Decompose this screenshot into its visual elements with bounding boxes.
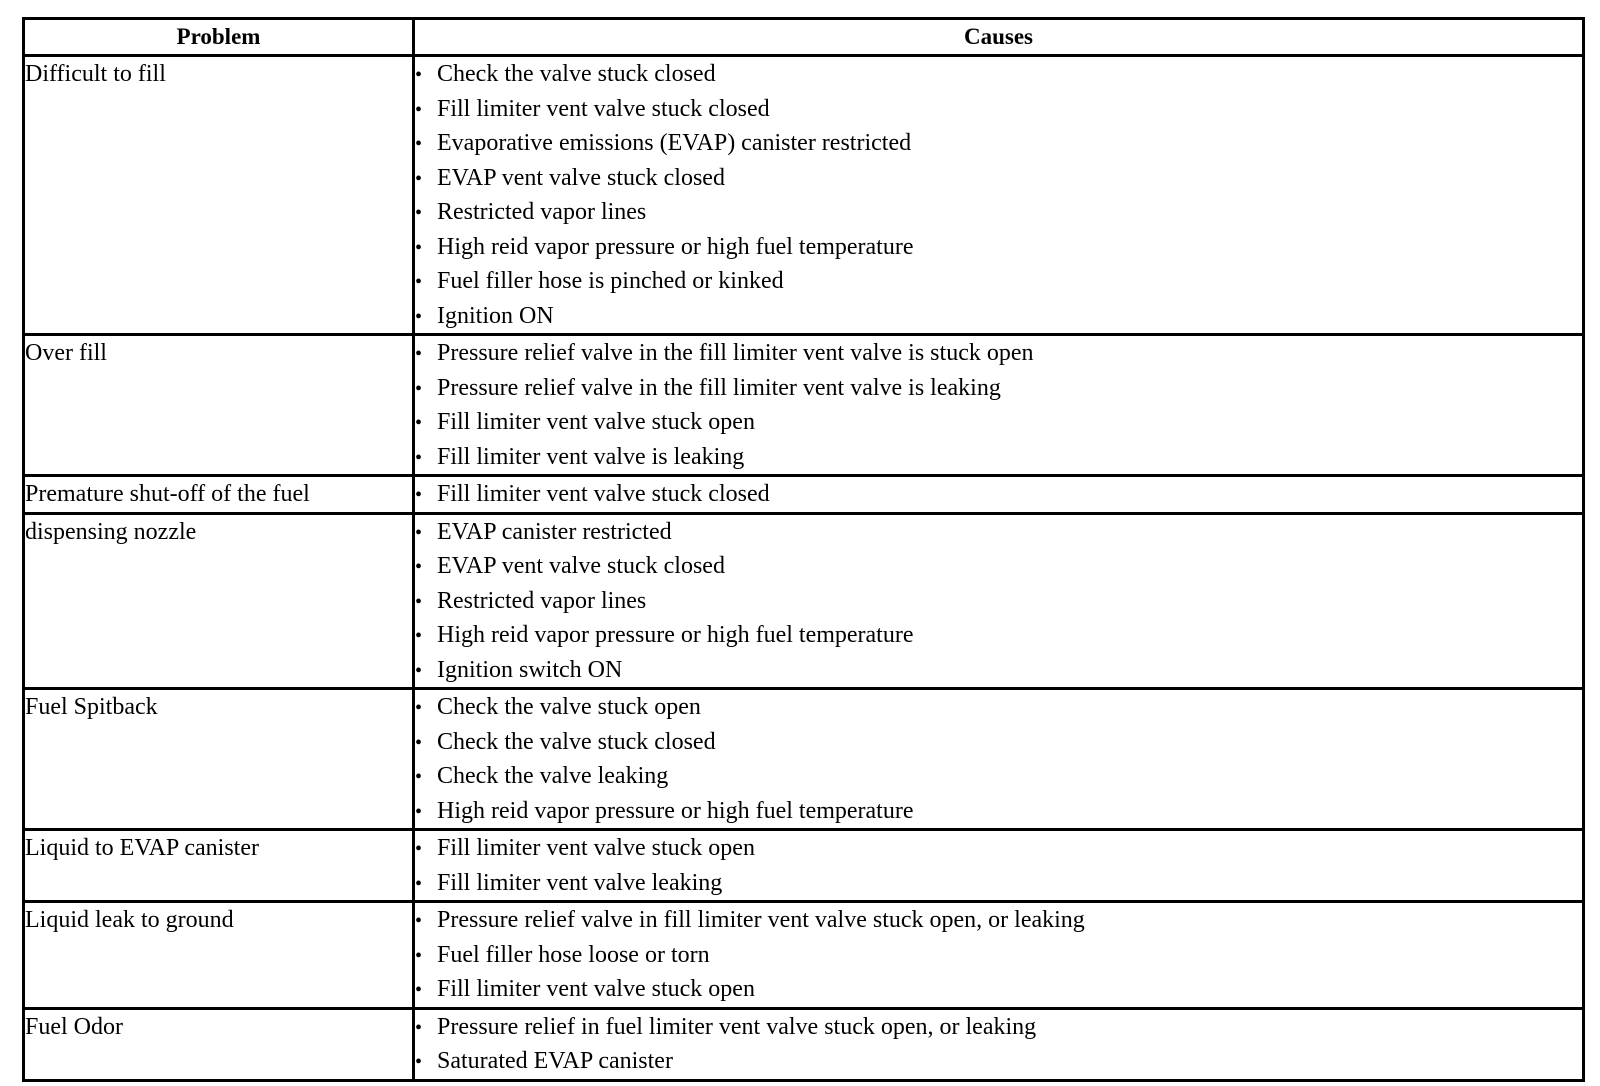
bullet-icon: • bbox=[415, 872, 423, 895]
table-row bbox=[24, 1008, 1584, 1080]
bullet-icon: • bbox=[415, 659, 423, 682]
bullet-icon: • bbox=[415, 64, 423, 86]
cause-item bbox=[415, 126, 1582, 161]
bullet-icon: • bbox=[415, 731, 423, 754]
causes-cell bbox=[414, 513, 1584, 689]
cause-text: Fill limiter vent valve stuck closed bbox=[437, 481, 770, 507]
cause-item bbox=[415, 972, 1582, 1007]
cause-text: EVAP vent valve stuck closed bbox=[437, 164, 725, 191]
cause-item bbox=[415, 299, 1582, 334]
cause-text: Check the valve stuck open bbox=[437, 694, 701, 720]
header-causes: Causes bbox=[414, 19, 1584, 56]
cause-text: EVAP vent valve stuck closed bbox=[437, 553, 725, 579]
cause-list bbox=[415, 903, 1582, 1007]
cause-text: Fill limiter vent valve stuck open bbox=[437, 976, 755, 1002]
header-row bbox=[24, 19, 1584, 56]
bullet-icon: • bbox=[415, 412, 423, 434]
bullet-icon: • bbox=[415, 167, 423, 190]
bullet-icon: • bbox=[415, 944, 423, 967]
cause-item bbox=[415, 195, 1582, 230]
bullet-icon: • bbox=[415, 800, 423, 823]
bullet-icon: • bbox=[415, 343, 423, 365]
cause-item bbox=[415, 440, 1582, 475]
problem-cell: dispensing nozzle bbox=[24, 513, 414, 689]
table-body bbox=[24, 56, 1584, 1081]
cause-item bbox=[415, 1044, 1582, 1079]
cause-list bbox=[415, 1010, 1582, 1079]
cause-text: Pressure relief valve in the fill limiter vent valve is stuck open bbox=[437, 340, 1034, 366]
cause-item bbox=[415, 57, 1582, 92]
table-row bbox=[24, 513, 1584, 689]
cause-text: Restricted vapor lines bbox=[437, 587, 647, 614]
problem-cell: Difficult to fill bbox=[24, 56, 414, 335]
problem-cell: Liquid leak to ground bbox=[24, 902, 414, 1009]
cause-item bbox=[415, 794, 1582, 829]
cause-text: Saturated EVAP canister bbox=[437, 1048, 673, 1074]
cause-text: Fill limiter vent valve stuck open bbox=[437, 835, 755, 861]
cause-text: High reid vapor pressure or high fuel temperature bbox=[437, 233, 914, 260]
bullet-icon: • bbox=[415, 133, 423, 155]
cause-text: Fill limiter vent valve leaking bbox=[437, 869, 723, 896]
cause-item bbox=[415, 725, 1582, 760]
problem-cell: Over fill bbox=[24, 335, 414, 476]
cause-item bbox=[415, 264, 1582, 299]
cause-text: Fill limiter vent valve stuck open bbox=[437, 409, 755, 435]
table-row bbox=[24, 476, 1584, 514]
cause-list bbox=[415, 57, 1582, 333]
bullet-icon: • bbox=[415, 521, 423, 544]
causes-cell bbox=[414, 902, 1584, 1009]
cause-item bbox=[415, 371, 1582, 406]
bullet-icon: • bbox=[415, 377, 423, 400]
problem-cell: Fuel Odor bbox=[24, 1008, 414, 1080]
problem-cell: Liquid to EVAP canister bbox=[24, 830, 414, 902]
bullet-icon: • bbox=[415, 98, 423, 121]
table-row bbox=[24, 689, 1584, 830]
causes-cell bbox=[414, 335, 1584, 476]
cause-list bbox=[415, 831, 1582, 900]
cause-text: EVAP canister restricted bbox=[437, 518, 672, 545]
cause-item bbox=[415, 477, 1582, 512]
cause-text: Pressure relief valve in fill limiter vent valve stuck open, or leaking bbox=[437, 907, 1085, 933]
cause-item bbox=[415, 1010, 1582, 1045]
cause-item bbox=[415, 336, 1582, 371]
causes-cell bbox=[414, 689, 1584, 830]
cause-text: Fill limiter vent valve is leaking bbox=[437, 443, 745, 470]
cause-item bbox=[415, 405, 1582, 440]
bullet-icon: • bbox=[415, 766, 423, 788]
cause-text: Check the valve stuck closed bbox=[437, 61, 716, 87]
table-row bbox=[24, 335, 1584, 476]
bullet-icon: • bbox=[415, 590, 423, 613]
cause-text: Fuel filler hose is pinched or kinked bbox=[437, 268, 784, 294]
cause-item bbox=[415, 759, 1582, 794]
cause-item bbox=[415, 92, 1582, 127]
cause-text: Check the valve stuck closed bbox=[437, 728, 716, 755]
cause-text: Fill limiter vent valve stuck closed bbox=[437, 95, 770, 122]
bullet-icon: • bbox=[415, 625, 423, 647]
cause-list bbox=[415, 336, 1582, 474]
bullet-icon: • bbox=[415, 979, 423, 1001]
cause-item bbox=[415, 161, 1582, 196]
causes-cell bbox=[414, 830, 1584, 902]
cause-text: Evaporative emissions (EVAP) canister restricted bbox=[437, 130, 912, 156]
causes-cell bbox=[414, 1008, 1584, 1080]
cause-text: Pressure relief valve in the fill limiter vent valve is leaking bbox=[437, 374, 1001, 401]
cause-item bbox=[415, 831, 1582, 866]
cause-item bbox=[415, 618, 1582, 653]
cause-item bbox=[415, 515, 1582, 550]
cause-item bbox=[415, 230, 1582, 265]
bullet-icon: • bbox=[415, 236, 423, 259]
cause-item bbox=[415, 866, 1582, 901]
bullet-icon: • bbox=[415, 697, 423, 719]
bullet-icon: • bbox=[415, 446, 423, 469]
problem-cell: Fuel Spitback bbox=[24, 689, 414, 830]
cause-list bbox=[415, 515, 1582, 688]
cause-item bbox=[415, 549, 1582, 584]
bullet-icon: • bbox=[415, 1016, 423, 1039]
cause-text: Ignition ON bbox=[437, 302, 554, 329]
table-row bbox=[24, 56, 1584, 335]
cause-item bbox=[415, 903, 1582, 938]
cause-text: Ignition switch ON bbox=[437, 656, 623, 683]
cause-text: High reid vapor pressure or high fuel temperature bbox=[437, 797, 914, 824]
causes-cell bbox=[414, 56, 1584, 335]
cause-text: Fuel filler hose loose or torn bbox=[437, 941, 710, 968]
cause-text: Restricted vapor lines bbox=[437, 199, 647, 225]
causes-cell bbox=[414, 476, 1584, 514]
cause-item bbox=[415, 584, 1582, 619]
bullet-icon: • bbox=[415, 202, 423, 224]
troubleshooting-table bbox=[22, 17, 1585, 1082]
cause-text: Check the valve leaking bbox=[437, 763, 669, 789]
bullet-icon: • bbox=[415, 484, 423, 506]
problem-cell: Premature shut-off of the fuel bbox=[24, 476, 414, 514]
bullet-icon: • bbox=[415, 271, 423, 293]
bullet-icon: • bbox=[415, 556, 423, 578]
cause-list bbox=[415, 690, 1582, 828]
header-problem: Problem bbox=[24, 19, 414, 56]
cause-item bbox=[415, 938, 1582, 973]
bullet-icon: • bbox=[415, 1051, 423, 1073]
table-row bbox=[24, 830, 1584, 902]
cause-item bbox=[415, 653, 1582, 688]
cause-item bbox=[415, 690, 1582, 725]
bullet-icon: • bbox=[415, 838, 423, 860]
cause-list bbox=[415, 477, 1582, 512]
bullet-icon: • bbox=[415, 910, 423, 932]
bullet-icon: • bbox=[415, 305, 423, 328]
table-row bbox=[24, 902, 1584, 1009]
cause-text: High reid vapor pressure or high fuel temperature bbox=[437, 622, 914, 648]
cause-text: Pressure relief in fuel limiter vent valve stuck open, or leaking bbox=[437, 1013, 1037, 1040]
